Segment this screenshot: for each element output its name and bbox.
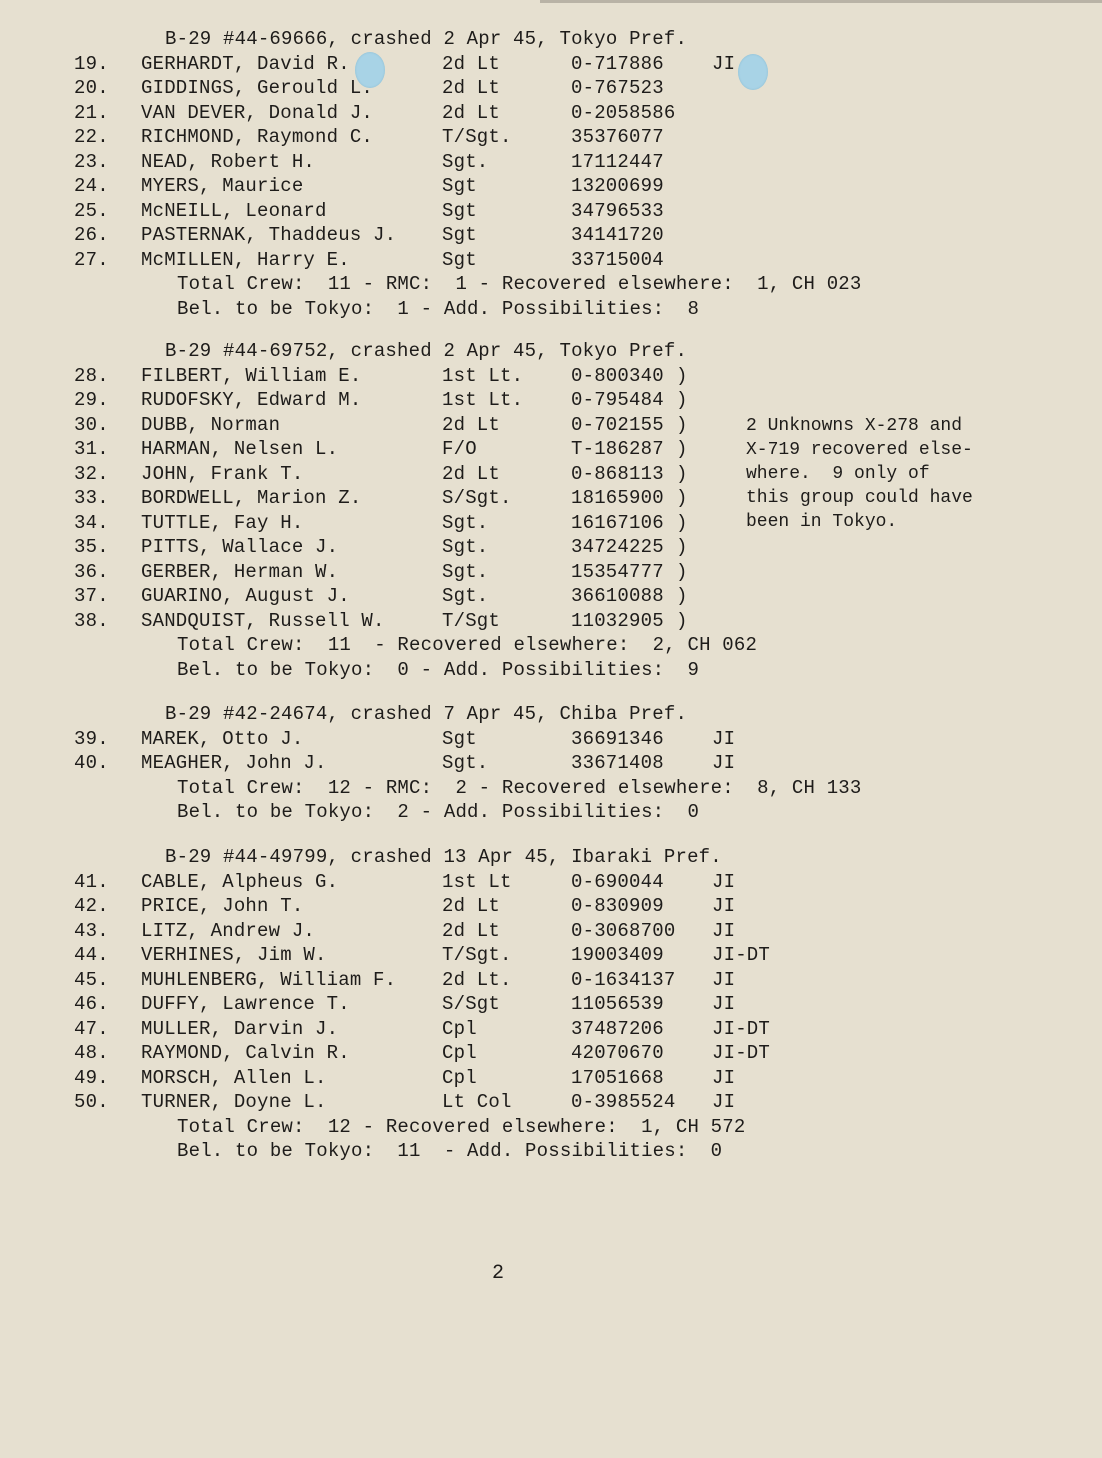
row-number: 38. [74, 609, 109, 632]
crew-rank: S/Sgt [442, 993, 501, 1015]
row-number: 36. [74, 560, 109, 583]
crew-rank: T/Sgt [442, 609, 501, 632]
crew-serial: 0-800340 [571, 364, 664, 387]
crew-name: VAN DEVER, Donald J. [141, 101, 374, 124]
crew-serial: 0-702155 [571, 413, 664, 436]
crew-name: MEAGHER, John J. [141, 752, 327, 774]
crew-name: GUARINO, August J. [141, 585, 350, 607]
crew-serial: 34796533 [571, 199, 664, 222]
crew-name: BORDWELL, Marion Z. [141, 487, 362, 509]
crew-status: JI [712, 968, 736, 991]
crew-rank: 1st Lt. [442, 364, 524, 387]
crew-row [0, 126, 1102, 148]
aircraft-header: B-29 #44-69752, crashed 2 Apr 45, Tokyo Pref. [165, 340, 688, 362]
crew-name: MORSCH, Allen L. [141, 1066, 327, 1089]
crew-rank: F/O [442, 438, 477, 460]
crew-serial: 42070670 [571, 1042, 664, 1064]
crew-name: McNEILL, Leonard [141, 199, 327, 222]
crew-row [0, 389, 1102, 411]
crew-rank: Sgt. [442, 536, 489, 558]
page-top-edge [540, 0, 1102, 3]
crew-name: PASTERNAK, Thaddeus J. [141, 224, 397, 246]
crew-rank: 2d Lt [442, 413, 501, 436]
crew-row [0, 53, 1102, 75]
row-number: 24. [74, 175, 109, 197]
crew-rank: 2d Lt [442, 462, 501, 485]
crew-name: PITTS, Wallace J. [141, 536, 339, 558]
crew-rank: 2d Lt [442, 919, 501, 942]
crew-serial: 0-830909 [571, 895, 664, 917]
row-number: 49. [74, 1066, 109, 1089]
crew-status: JI [712, 993, 736, 1015]
crew-name: GERBER, Herman W. [141, 560, 339, 583]
tokyo-possibilities-summary: Bel. to be Tokyo: 0 - Add. Possibilities: 9 [177, 658, 700, 681]
crew-status: JI-DT [712, 1042, 771, 1064]
row-number: 23. [74, 150, 109, 173]
row-number: 45. [74, 968, 109, 991]
crew-serial: 0-795484 [571, 389, 664, 411]
crew-status: JI [712, 870, 736, 893]
crew-name: MAREK, Otto J. [141, 727, 304, 750]
crew-rank: Cpl [442, 1066, 477, 1089]
row-number: 30. [74, 413, 109, 436]
crew-row [0, 102, 1102, 124]
row-number: 46. [74, 993, 109, 1015]
crew-rank: 2d Lt [442, 101, 501, 124]
group-bracket: ) [676, 389, 688, 411]
crew-rank: Sgt [442, 175, 477, 197]
crew-rank: Sgt [442, 727, 477, 750]
crew-rank: 2d Lt. [442, 968, 512, 991]
crew-name: TUTTLE, Fay H. [141, 511, 304, 534]
crew-rank: T/Sgt. [442, 126, 512, 148]
row-number: 20. [74, 77, 109, 99]
row-number: 27. [74, 248, 109, 271]
row-number: 50. [74, 1091, 109, 1113]
crew-total-summary: Total Crew: 12 - Recovered elsewhere: 1, CH 572 [177, 1115, 746, 1138]
crew-serial: 37487206 [571, 1017, 664, 1040]
crew-rank: Lt Col [442, 1091, 512, 1113]
crew-row [0, 561, 1102, 583]
crew-name: RICHMOND, Raymond C. [141, 126, 374, 148]
crew-row [0, 944, 1102, 966]
crew-rank: 2d Lt [442, 895, 501, 917]
crew-name: PRICE, John T. [141, 895, 304, 917]
group-bracket: ) [676, 438, 688, 460]
side-note: 2 Unknowns X-278 and X-719 recovered else- where. 9 only of this group could have been in Tokyo. [746, 416, 973, 532]
row-number: 33. [74, 487, 109, 509]
crew-serial: 0-1634137 [571, 968, 676, 991]
crew-serial: 11032905 [571, 609, 664, 632]
crew-row [0, 365, 1102, 387]
crew-serial: 34724225 [571, 536, 664, 558]
row-number: 34. [74, 511, 109, 534]
crew-row [0, 151, 1102, 173]
row-number: 47. [74, 1017, 109, 1040]
crew-row [0, 175, 1102, 197]
crew-serial: 18165900 [571, 487, 664, 509]
crew-row [0, 895, 1102, 917]
crew-serial: 13200699 [571, 175, 664, 197]
aircraft-header: B-29 #44-69666, crashed 2 Apr 45, Tokyo Pref. [165, 28, 688, 50]
crew-serial: 0-3068700 [571, 919, 676, 942]
tokyo-possibilities-summary: Bel. to be Tokyo: 11 - Add. Possibilities: 0 [177, 1140, 723, 1162]
crew-name: LITZ, Andrew J. [141, 919, 316, 942]
group-bracket: ) [676, 487, 688, 509]
row-number: 41. [74, 870, 109, 893]
row-number: 35. [74, 536, 109, 558]
crew-row [0, 1018, 1102, 1040]
row-number: 42. [74, 895, 109, 917]
crew-status: JI [712, 52, 736, 75]
crew-rank: S/Sgt. [442, 487, 512, 509]
crew-rank: Sgt. [442, 585, 489, 607]
crew-row [0, 77, 1102, 99]
crew-name: DUFFY, Lawrence T. [141, 993, 350, 1015]
crew-serial: 0-2058586 [571, 101, 676, 124]
crew-rank: Sgt [442, 224, 477, 246]
tokyo-possibilities-summary: Bel. to be Tokyo: 1 - Add. Possibilities: 8 [177, 297, 700, 320]
crew-row [0, 728, 1102, 750]
crew-status: JI-DT [712, 1017, 771, 1040]
crew-name: MULLER, Darvin J. [141, 1017, 339, 1040]
crew-name: HARMAN, Nelsen L. [141, 438, 339, 460]
crew-rank: Sgt. [442, 752, 489, 774]
crew-name: FILBERT, William E. [141, 364, 362, 387]
crew-rank: Sgt [442, 199, 477, 222]
crew-rank: 2d Lt [442, 77, 501, 99]
crew-name: MUHLENBERG, William F. [141, 968, 397, 991]
crew-rank: 1st Lt [442, 870, 512, 893]
aircraft-header: B-29 #44-49799, crashed 13 Apr 45, Ibaraki Pref. [165, 846, 722, 868]
crew-status: JI [712, 727, 736, 750]
crew-serial: 36610088 [571, 585, 664, 607]
row-number: 43. [74, 919, 109, 942]
row-number: 48. [74, 1042, 109, 1064]
row-number: 32. [74, 462, 109, 485]
row-number: 40. [74, 752, 109, 774]
crew-status: JI [712, 919, 736, 942]
crew-total-summary: Total Crew: 11 - RMC: 1 - Recovered elsewhere: 1, CH 023 [177, 273, 862, 295]
crew-total-summary: Total Crew: 11 - Recovered elsewhere: 2, CH 062 [177, 634, 758, 656]
crew-status: JI [712, 895, 736, 917]
group-bracket: ) [676, 609, 688, 632]
crew-row [0, 752, 1102, 774]
crew-name: RUDOFSKY, Edward M. [141, 389, 362, 411]
row-number: 29. [74, 389, 109, 411]
crew-row [0, 993, 1102, 1015]
crew-name: DUBB, Norman [141, 413, 281, 436]
crew-serial: 17051668 [571, 1066, 664, 1089]
crew-name: NEAD, Robert H. [141, 150, 316, 173]
group-bracket: ) [676, 462, 688, 485]
group-bracket: ) [676, 364, 688, 387]
crew-name: RAYMOND, Calvin R. [141, 1042, 350, 1064]
crew-name: MYERS, Maurice [141, 175, 304, 197]
row-number: 26. [74, 224, 109, 246]
crew-row [0, 969, 1102, 991]
group-bracket: ) [676, 560, 688, 583]
crew-serial: 0-3985524 [571, 1091, 676, 1113]
group-bracket: ) [676, 585, 688, 607]
row-number: 44. [74, 944, 109, 966]
row-number: 22. [74, 126, 109, 148]
crew-name: McMILLEN, Harry E. [141, 248, 350, 271]
crew-row [0, 585, 1102, 607]
crew-serial: 33715004 [571, 248, 664, 271]
row-number: 25. [74, 199, 109, 222]
crew-serial: 17112447 [571, 150, 664, 173]
crew-name: GERHARDT, David R. [141, 52, 350, 75]
row-number: 19. [74, 52, 109, 75]
crew-rank: Cpl [442, 1017, 477, 1040]
crew-serial: 0-767523 [571, 77, 664, 99]
crew-name: GIDDINGS, Gerould L. [141, 77, 374, 99]
page-number: 2 [492, 1262, 505, 1285]
group-bracket: ) [676, 413, 688, 436]
crew-name: CABLE, Alpheus G. [141, 870, 339, 893]
crew-serial: 0-717886 [571, 52, 664, 75]
tokyo-possibilities-summary: Bel. to be Tokyo: 2 - Add. Possibilities: 0 [177, 801, 700, 823]
crew-row [0, 224, 1102, 246]
crew-serial: 19003409 [571, 944, 664, 966]
group-bracket: ) [676, 511, 688, 534]
crew-serial: 34141720 [571, 224, 664, 246]
crew-rank: 1st Lt. [442, 389, 524, 411]
row-number: 21. [74, 101, 109, 124]
crew-serial: 35376077 [571, 126, 664, 148]
crew-serial: 0-868113 [571, 462, 664, 485]
aircraft-header: B-29 #42-24674, crashed 7 Apr 45, Chiba Pref. [165, 703, 688, 725]
crew-row [0, 610, 1102, 632]
crew-serial: T-186287 [571, 438, 664, 460]
crew-rank: Sgt. [442, 560, 489, 583]
crew-rank: 2d Lt [442, 52, 501, 75]
crew-name: JOHN, Frank T. [141, 462, 304, 485]
crew-serial: 0-690044 [571, 870, 664, 893]
crew-row [0, 920, 1102, 942]
crew-serial: 11056539 [571, 993, 664, 1015]
crew-status: JI [712, 752, 736, 774]
crew-serial: 15354777 [571, 560, 664, 583]
crew-row [0, 1042, 1102, 1064]
crew-rank: Sgt. [442, 511, 489, 534]
row-number: 37. [74, 585, 109, 607]
crew-name: SANDQUIST, Russell W. [141, 609, 385, 632]
crew-row [0, 1091, 1102, 1113]
crew-rank: T/Sgt. [442, 944, 512, 966]
crew-serial: 33671408 [571, 752, 664, 774]
row-number: 39. [74, 727, 109, 750]
crew-rank: Cpl [442, 1042, 477, 1064]
crew-name: VERHINES, Jim W. [141, 944, 327, 966]
row-number: 31. [74, 438, 109, 460]
crew-rank: Sgt. [442, 150, 489, 173]
crew-serial: 36691346 [571, 727, 664, 750]
crew-status: JI [712, 1066, 736, 1089]
row-number: 28. [74, 364, 109, 387]
crew-rank: Sgt [442, 248, 477, 271]
crew-status: JI [712, 1091, 736, 1113]
group-bracket: ) [676, 536, 688, 558]
crew-row [0, 871, 1102, 893]
crew-row [0, 1067, 1102, 1089]
crew-name: TURNER, Doyne L. [141, 1091, 327, 1113]
crew-status: JI-DT [712, 944, 771, 966]
crew-row [0, 200, 1102, 222]
crew-row [0, 536, 1102, 558]
crew-total-summary: Total Crew: 12 - RMC: 2 - Recovered elsewhere: 8, CH 133 [177, 776, 862, 799]
crew-row [0, 249, 1102, 271]
crew-serial: 16167106 [571, 511, 664, 534]
